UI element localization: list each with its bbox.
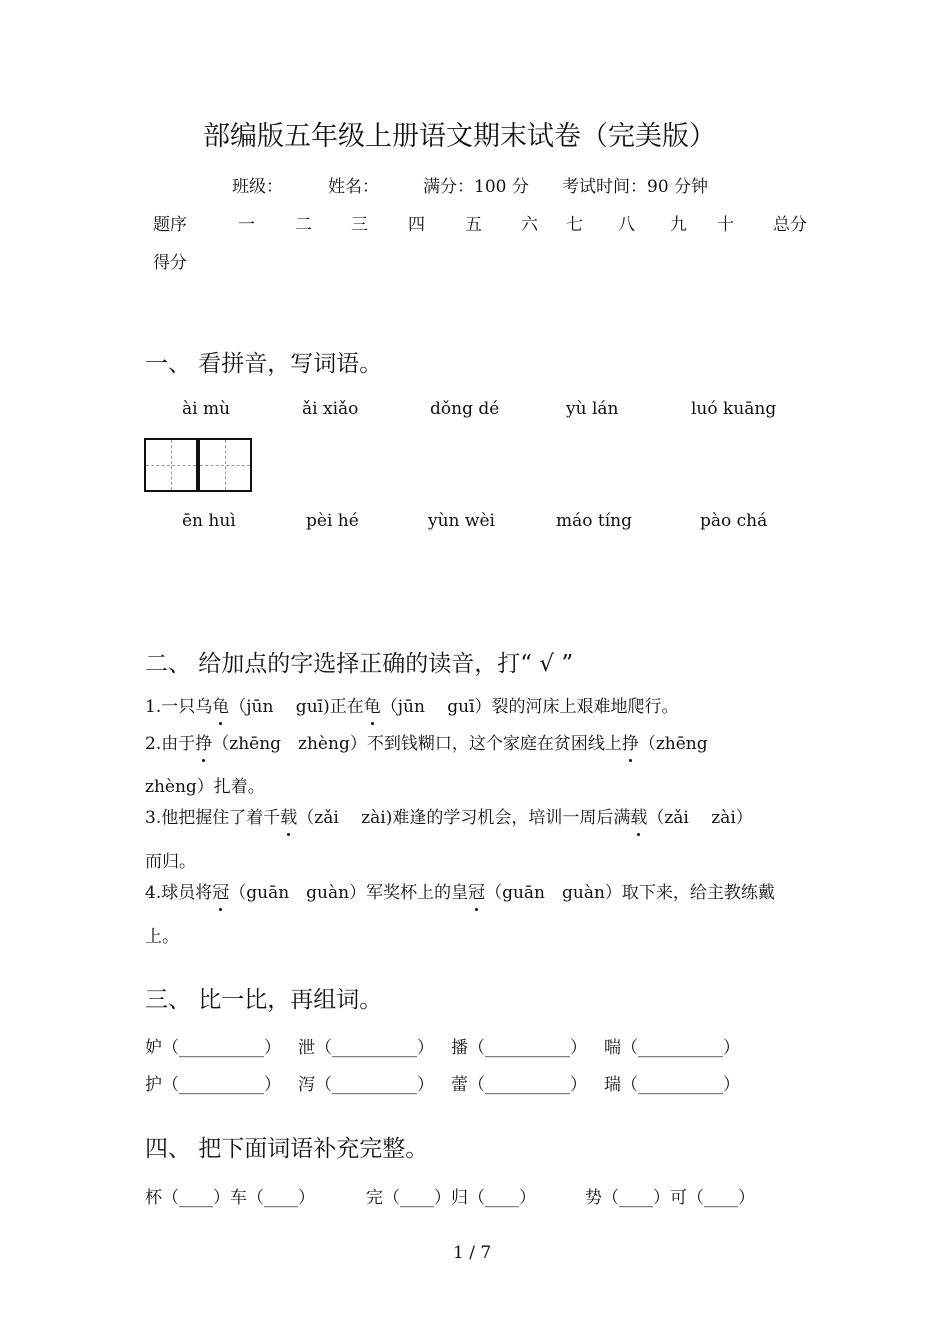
word-blank[interactable]: 喘（__________）	[604, 1038, 740, 1058]
idiom-blank[interactable]: 完（____）归（____）	[366, 1188, 536, 1208]
exam-time-label: 考试时间：90 分钟	[562, 177, 709, 197]
word-blank[interactable]: 播（__________）	[451, 1038, 587, 1058]
writing-grid-box[interactable]	[144, 438, 198, 492]
question-2-3	[145, 803, 753, 828]
score-table-col-4: 四	[408, 215, 425, 235]
class-label: 班级：	[232, 177, 283, 197]
score-table-col-9: 九	[670, 215, 687, 235]
question-text: （zǎi zài)难逢的学习机会，培训一周后满	[297, 808, 631, 828]
question-2-4-continued: 上。	[145, 927, 179, 947]
dotted-character: 龟	[364, 692, 381, 717]
question-2-3-continued: 而归。	[145, 852, 196, 872]
score-table-col-10: 十	[717, 215, 734, 235]
word-blank[interactable]: 护（__________）	[145, 1075, 281, 1095]
idiom-blank[interactable]: 杯（____）车（____）	[145, 1188, 315, 1208]
dotted-character: 龟	[212, 692, 229, 717]
dotted-character: 挣	[195, 729, 212, 754]
question-2-1	[145, 692, 679, 717]
word-blank[interactable]: 蕾（__________）	[451, 1075, 587, 1095]
question-text: 3.他把握住了着千	[145, 808, 281, 828]
dotted-character: 冠	[212, 878, 229, 903]
dotted-character: 载	[280, 803, 297, 828]
score-table-col-8: 八	[618, 215, 635, 235]
question-text: （zǎi zài）	[647, 808, 753, 828]
page-number: 1 / 7	[453, 1243, 492, 1263]
pinyin-item: ǎi xiǎo	[302, 399, 359, 419]
word-blank[interactable]: 妒（__________）	[145, 1038, 281, 1058]
score-table-col-5: 五	[465, 215, 482, 235]
question-text: 2.由于	[145, 734, 196, 754]
score-table-order-label: 题序	[153, 215, 187, 235]
pinyin-item: yùn wèi	[428, 511, 495, 531]
question-text: （guān guàn）取下来，给主教练戴	[485, 883, 775, 903]
score-table-col-3: 三	[351, 215, 368, 235]
pinyin-item: ài mù	[182, 399, 231, 419]
section-2-heading: 二、 给加点的字选择正确的读音，打“ √ ”	[145, 651, 574, 677]
pinyin-item: dǒng dé	[430, 399, 500, 419]
question-text: （zhēng zhèng）不到钱糊口，这个家庭在贫困线上	[212, 734, 622, 754]
pinyin-item: máo tíng	[556, 511, 632, 531]
idiom-blank[interactable]: 势（____）可（____）	[585, 1188, 755, 1208]
question-2-2-continued: zhèng）扎着。	[145, 777, 265, 797]
score-table-total: 总分	[773, 215, 807, 235]
score-table-col-1: 一	[238, 215, 255, 235]
dotted-character: 冠	[468, 878, 485, 903]
score-table-col-7: 七	[566, 215, 583, 235]
section-3-heading: 三、 比一比，再组词。	[145, 987, 383, 1013]
section-4-heading: 四、 把下面词语补充完整。	[145, 1136, 429, 1162]
question-text: （guān guàn）军奖杯上的皇	[229, 883, 469, 903]
word-blank[interactable]: 泄（__________）	[298, 1038, 434, 1058]
pinyin-item: ēn huì	[182, 511, 236, 531]
dotted-character: 载	[630, 803, 647, 828]
word-blank[interactable]: 泻（__________）	[298, 1075, 434, 1095]
dotted-character: 挣	[622, 729, 639, 754]
word-blank[interactable]: 瑞（__________）	[604, 1075, 740, 1095]
score-table-score-label: 得分	[153, 253, 187, 273]
page-title: 部编版五年级上册语文期末试卷（完美版）	[203, 121, 716, 152]
pinyin-item: pào chá	[700, 511, 768, 531]
question-2-2	[145, 729, 708, 754]
pinyin-item: pèi hé	[306, 511, 359, 531]
score-table-col-2: 二	[295, 215, 312, 235]
question-text: （jūn guī)正在	[229, 697, 364, 717]
question-2-4	[145, 878, 775, 903]
question-text: （zhēng	[638, 734, 708, 754]
section-1-heading: 一、 看拼音，写词语。	[145, 351, 383, 377]
full-score-label: 满分：100 分	[423, 177, 529, 197]
name-label: 姓名：	[328, 177, 379, 197]
question-text: 4.球员将	[145, 883, 213, 903]
pinyin-item: yù lán	[566, 399, 619, 419]
question-text: 1.一只乌	[145, 697, 213, 717]
pinyin-item: luó kuāng	[691, 399, 777, 419]
writing-grid-box[interactable]	[198, 438, 252, 492]
question-text: （jūn guī）裂的河床上艰难地爬行。	[380, 697, 679, 717]
score-table-col-6: 六	[521, 215, 538, 235]
